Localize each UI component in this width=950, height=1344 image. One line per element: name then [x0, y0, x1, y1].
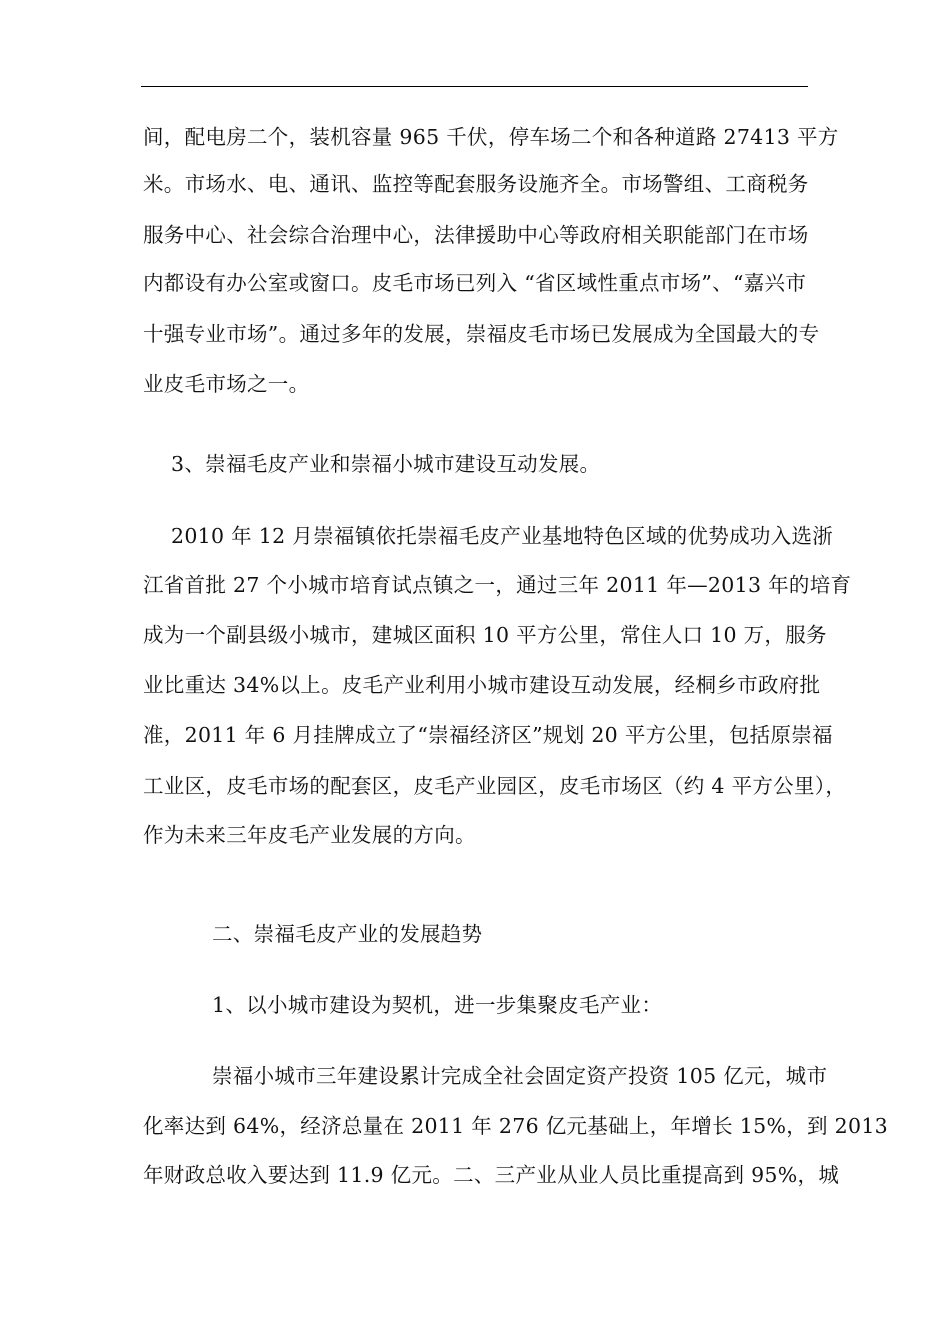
header-rule [141, 86, 808, 87]
paragraph1-line6: 业皮毛市场之一。 [143, 372, 310, 396]
paragraph1-line5: 十强专业市场”。通过多年的发展，崇福皮毛市场已发展成为全国最大的专 [143, 322, 820, 346]
paragraph3-line3: 年财政总收入要达到 11.9 亿元。二、三产业从业人员比重提高到 95%，城 [143, 1163, 840, 1187]
paragraph2-line3: 成为一个副县级小城市，建城区面积 10 平方公里，常住人口 10 万，服务 [143, 623, 827, 647]
paragraph3-line1: 崇福小城市三年建设累计完成全社会固定资产投资 105 亿元，城市 [212, 1064, 828, 1088]
paragraph2-line5: 准，2011 年 6 月挂牌成立了“崇福经济区”规划 20 平方公里，包括原崇福 [143, 723, 833, 747]
section-heading-3: 3、崇福毛皮产业和崇福小城市建设互动发展。 [171, 452, 601, 476]
paragraph1-line2: 米。市场水、电、通讯、监控等配套服务设施齐全。市场警组、工商税务 [143, 172, 809, 196]
paragraph1-line3: 服务中心、社会综合治理中心，法律援助中心等政府相关职能部门在市场 [143, 223, 809, 247]
section-heading-2: 二、崇福毛皮产业的发展趋势 [212, 922, 483, 946]
paragraph1-line4: 内都设有办公室或窗口。皮毛市场已列入 “省区域性重点市场”、“嘉兴市 [143, 271, 807, 295]
paragraph2-line7: 作为未来三年皮毛产业发展的方向。 [143, 823, 476, 847]
subheading-1: 1、以小城市建设为契机，进一步集聚皮毛产业： [212, 993, 663, 1017]
paragraph2-line6: 工业区，皮毛市场的配套区，皮毛产业园区，皮毛市场区（约 4 平方公里）， [143, 774, 847, 798]
paragraph2-line4: 业比重达 34%以上。皮毛产业利用小城市建设互动发展，经桐乡市政府批 [143, 673, 821, 697]
paragraph2-line2: 江省首批 27 个小城市培育试点镇之一，通过三年 2011 年—2013 年的培育 [143, 573, 852, 597]
paragraph3-line2: 化率达到 64%，经济总量在 2011 年 276 亿元基础上，年增长 15%，到 2013 [143, 1114, 889, 1138]
paragraph1-line1: 间，配电房二个，装机容量 965 千伏，停车场二个和各种道路 27413 平方 [143, 125, 839, 149]
paragraph2-line1: 2010 年 12 月崇福镇依托崇福毛皮产业基地特色区域的优势成功入选浙 [171, 524, 834, 548]
